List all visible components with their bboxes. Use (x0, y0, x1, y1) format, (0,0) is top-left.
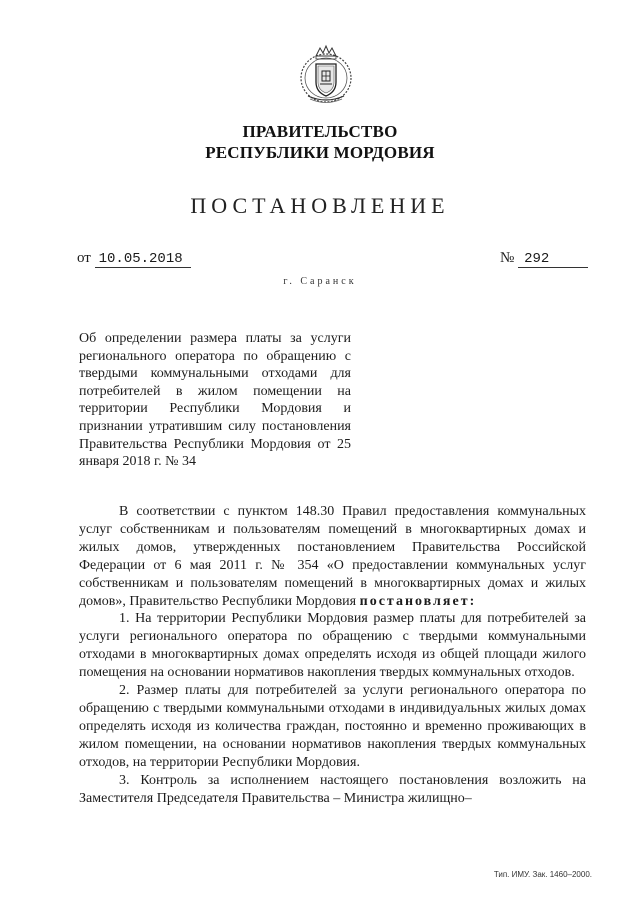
number-prefix: № (500, 250, 515, 266)
date-line (77, 250, 191, 267)
preamble-text: В соответствии с пунктом 148.30 Правил предоставления коммунальных услуг собственникам и пользователям помещений в многоквартирных домах и жилых домов, утвержденных постановлением Правительства Российской Федерации от 6 мая 2011 г. № 354 «О предоставлении коммунальных услуг собственникам и пользователям помещений в многоквартирных домах и жилых домов», Правительство Республики Мордовия (79, 504, 586, 609)
document-number: 292 (518, 251, 588, 268)
decree-word: постановляет: (359, 593, 477, 609)
print-mark: Тип. ИМУ. Зак. 1460–2000. (493, 870, 592, 879)
document-subject: Об определении размера платы за услуги регионального оператора по обращению с твердыми коммунальными отходами для потребителей в жилом помещении на территории Республики Мордовия и признании утратившим силу постановления Правительства Республики Мордовия от 25 января 2018 г. № 34 (79, 331, 351, 470)
item-3-paragraph: 3. Контроль за исполнением настоящего постановления возложить на Заместителя Председателя Правительства – Министра жилищно– (79, 772, 586, 806)
government-title: ПРАВИТЕЛЬСТВО (242, 122, 398, 141)
item-1-paragraph: 1. На территории Республики Мордовия размер платы для потребителей за услуги регионального оператора по обращению с твердыми коммунальными отходами в многоквартирных домах определять исходя из общей площади жилого помещения на основании нормативов накопления твердых коммунальных отходов. (79, 611, 586, 681)
government-subtitle: РЕСПУБЛИКИ МОРДОВИЯ (205, 143, 435, 162)
city-line: г. Саранск (283, 276, 357, 287)
number-line (500, 250, 588, 268)
document-date: 10.05.2018 (95, 251, 191, 268)
document-type-title: ПОСТАНОВЛЕНИЕ (190, 193, 450, 218)
date-prefix: от (77, 250, 91, 266)
item-2-paragraph: 2. Размер платы для потребителей за услуги регионального оператора по обращению с твердыми коммунальными отходами в индивидуальных жилых домах определять исходя из количества граждан, постоянно и временно проживающих в жилом помещении, на основании нормативов накопления твердых коммунальных отходов, на территории Республики Мордовия. (79, 683, 586, 770)
coat-of-arms-emblem-icon (298, 44, 354, 106)
document-body (79, 503, 586, 807)
preamble-paragraph (79, 503, 586, 610)
